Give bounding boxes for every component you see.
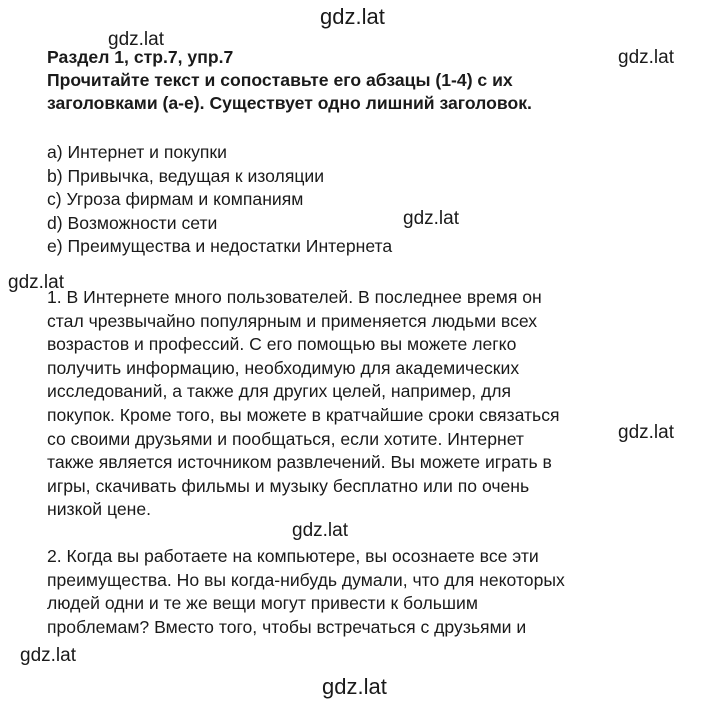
task-instruction-line-2: заголовками (a-e). Существует одно лишний заголовок. [47,93,532,113]
list-item: e) Преимущества и недостатки Интернета [47,236,393,256]
list-item: c) Угроза фирмам и компаниям [47,189,304,209]
watermark: gdz.lat [618,422,674,443]
paragraph-line: игры, скачивать фильмы и музыку бесплатно или по очень [47,475,530,496]
paragraph-line: исследований, а также для других целей, например, для [47,381,512,402]
paragraph-line: возрастов и профессий. С его помощью вы можете легко [47,334,517,355]
headings-list [47,141,392,259]
watermark: gdz.lat [618,47,674,68]
list-item: d) Возможности сети [47,212,218,233]
list-item: a) Интернет и покупки [47,142,227,162]
paragraph-line: 2. Когда вы работаете на компьютере, вы осознаете все эти [47,546,539,566]
exercise-heading [47,46,687,115]
watermark: gdz.lat [20,645,76,666]
watermark: gdz.lat [8,272,64,293]
paragraph-line: со своими друзьями и пообщаться, если хотите. Интернет [47,428,524,449]
paragraph-line: низкой цене. [47,499,152,520]
paragraph-line: также является источником развлечений. Вы можете играть в [47,452,552,473]
watermark: gdz.lat [322,674,387,699]
watermark: gdz.lat [320,4,385,29]
watermark: gdz.lat [292,520,348,541]
watermark: gdz.lat [403,208,459,229]
paragraph-2 [47,545,565,639]
list-item: b) Привычка, ведущая к изоляции [47,165,325,186]
paragraph-line: стал чрезвычайно популярным и применяется людьми всех [47,310,538,331]
paragraph-line: проблемам? Вместо того, чтобы встречаться с друзьями и [47,616,527,637]
paragraph-line: получить информацию, необходимую для академических [47,357,520,378]
paragraph-line: 1. В Интернете много пользователей. В последнее время он [47,287,542,307]
task-instruction-line-1: Прочитайте текст и сопоставьте его абзацы (1-4) с их [47,70,513,90]
watermark: gdz.lat [108,29,164,50]
paragraph-line: преимущества. Но вы когда-нибудь думали, что для некоторых [47,569,565,590]
paragraph-line: покупок. Кроме того, вы можете в кратчайшие сроки связаться [47,404,560,425]
section-title: Раздел 1, стр.7, упр.7 [47,47,234,67]
paragraph-1 [47,286,560,522]
paragraph-line: людей одни и те же вещи могут привести к большим [47,593,478,614]
